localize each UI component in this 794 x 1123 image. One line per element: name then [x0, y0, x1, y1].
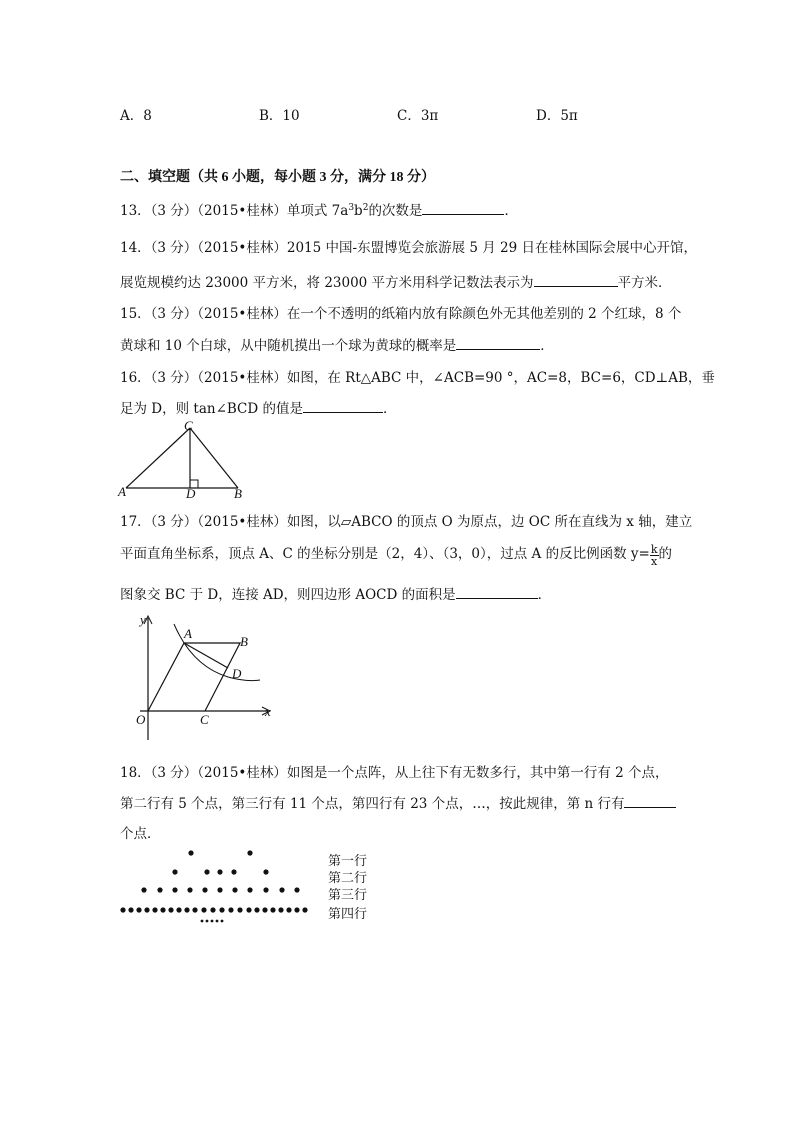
dot-row-2 — [172, 869, 268, 874]
lattice-dot — [206, 920, 209, 923]
question-15-line2: 黄球和 10 个白球，从中随机摸出一个球为黄球的概率是 ． — [120, 338, 554, 354]
lattice-dot — [201, 920, 204, 923]
lattice-dot — [294, 907, 299, 912]
option-c: C．3π — [397, 108, 439, 124]
lattice-dot — [144, 907, 149, 912]
lattice-dot — [136, 907, 141, 912]
lattice-dot — [263, 869, 268, 874]
question-17-line2: 平面直角坐标系，顶点 A、C 的坐标分别是（2，4）、（3，0），过点 A 的反比例函数 y= $\frac{k}{x}$ 的 — [120, 543, 672, 568]
row-label-2: 第二行 — [328, 871, 368, 886]
lattice-dot — [219, 907, 224, 912]
lattice-dot — [302, 907, 307, 912]
lattice-dot — [270, 907, 275, 912]
lattice-dot — [176, 907, 181, 912]
label-a: A — [184, 626, 192, 641]
lattice-dot — [278, 907, 283, 912]
option-d: D．5π — [536, 108, 578, 124]
answer-blank-15[interactable] — [456, 337, 540, 350]
question-16-line1: 16．（3 分）（2015•桂林）如图，在 Rt△ABC 中，∠ACB=90 °，AC=8，BC=6，CD⊥AB，垂 — [120, 370, 715, 386]
lattice-dot — [211, 920, 214, 923]
lattice-dot — [247, 887, 252, 892]
option-b: B．10 — [259, 108, 300, 124]
answer-blank-18[interactable] — [624, 795, 676, 808]
label-d: D — [186, 486, 196, 501]
label-b: B — [240, 634, 248, 649]
label-o: O — [136, 712, 146, 727]
question-18-line3: 个点． — [120, 826, 161, 842]
lattice-dot — [184, 907, 189, 912]
label-c: C — [184, 418, 193, 433]
lattice-dot — [216, 920, 219, 923]
lattice-dot — [172, 887, 177, 892]
lattice-dot — [286, 907, 291, 912]
lattice-dot — [157, 887, 162, 892]
question-18-line2: 第二行有 5 个点，第三行有 11 个点，第四行有 23 个点，…，按此规律，第 n 行有 — [120, 792, 676, 812]
question-17-line3: 图象交 BC 于 D，连接 AD，则四边形 AOCD 的面积是 ． — [120, 587, 552, 603]
lattice-dot — [172, 869, 177, 874]
lattice-dot — [237, 907, 242, 912]
dot-row-4 — [120, 907, 307, 922]
lattice-dot — [128, 907, 133, 912]
lattice-dot — [120, 907, 125, 912]
answer-blank-14[interactable] — [534, 274, 618, 287]
lattice-dot — [254, 907, 259, 912]
fraction-k-over-x: $\frac{k}{x}$ — [650, 543, 658, 568]
label-y: y — [140, 612, 146, 627]
label-d: D — [232, 666, 242, 681]
lattice-dot — [210, 907, 215, 912]
row-label-1: 第一行 — [328, 854, 368, 869]
lattice-dot — [221, 920, 224, 923]
lattice-dot — [232, 887, 237, 892]
question-14-line1: 14．（3 分）（2015•桂林）2015 中国-东盟博览会旅游展 5 月 29 日在桂林国际会展中心开馆， — [120, 240, 698, 256]
question-14-line2: 展览规模约达 23000 平方米，将 23000 平方米用科学记数法表示为 平方米． — [120, 275, 672, 291]
label-x: x — [265, 704, 271, 719]
row-label-3: 第三行 — [328, 888, 368, 903]
lattice-dot — [201, 907, 206, 912]
label-c: C — [200, 712, 209, 727]
label-b: B — [234, 486, 242, 501]
row-label-4: 第四行 — [328, 907, 368, 922]
lattice-dot — [204, 869, 209, 874]
lattice-dot — [160, 907, 165, 912]
label-a: A — [118, 484, 126, 499]
lattice-dot — [217, 887, 222, 892]
question-16-line2: 足为 D，则 tan∠BCD 的值是 ． — [120, 401, 397, 417]
lattice-dot — [217, 869, 222, 874]
question-13: 13．（3 分）（2015•桂林）单项式 $7a^3b^2$的次数是 ． — [120, 203, 518, 219]
dot-lattice — [116, 845, 326, 925]
dot-row-1 — [188, 850, 252, 855]
section-title: 二、填空题（共 6 小题，每小题 3 分，满分 18 分） — [120, 170, 435, 185]
answer-blank-13[interactable] — [422, 202, 504, 215]
question-15-line1: 15．（3 分）（2015•桂林）在一个不透明的纸箱内放有除颜色外无其他差别的 2 个红球，8 个 — [120, 306, 682, 322]
lattice-dot — [192, 907, 197, 912]
lattice-dot — [262, 907, 267, 912]
lattice-dot — [168, 907, 173, 912]
lattice-dot — [228, 907, 233, 912]
coordinate-figure — [128, 610, 284, 744]
lattice-dot — [246, 907, 251, 912]
lattice-dot — [187, 887, 192, 892]
lattice-dot — [263, 887, 268, 892]
lattice-dot — [247, 850, 252, 855]
lattice-dot — [141, 887, 146, 892]
question-17-line1: 17．（3 分）（2015•桂林）如图，以▱ABCO 的顶点 O 为原点，边 OC 所在直线为 x 轴，建立 — [120, 514, 693, 530]
answer-blank-16[interactable] — [303, 400, 383, 413]
triangle-figure — [116, 418, 256, 504]
lattice-dot — [188, 850, 193, 855]
lattice-dot — [231, 869, 236, 874]
answer-blank-17[interactable] — [456, 586, 538, 599]
dot-row-3 — [141, 887, 299, 892]
option-a: A．8 — [120, 108, 152, 124]
lattice-dot — [294, 887, 299, 892]
lattice-dot — [279, 887, 284, 892]
lattice-dot — [202, 887, 207, 892]
question-18-line1: 18．（3 分）（2015•桂林）如图是一个点阵，从上往下有无数多行，其中第一行有 2 个点， — [120, 765, 669, 781]
lattice-dot — [152, 907, 157, 912]
